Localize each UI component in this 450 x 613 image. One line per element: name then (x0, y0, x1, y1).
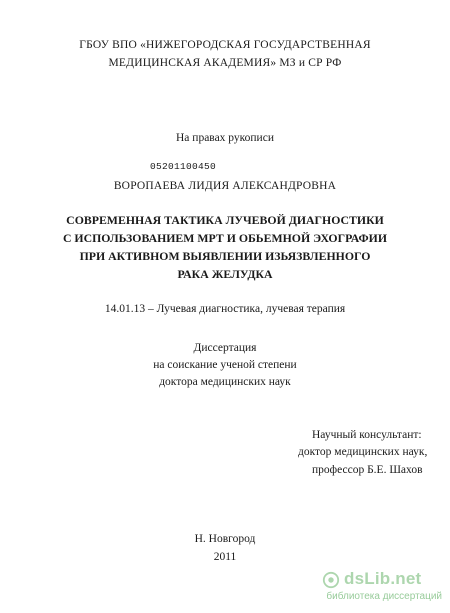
title-line-3: ПРИ АКТИВНОМ ВЫЯВЛЕНИИ ИЗЬЯЗВЛЕННОГО (79, 249, 371, 263)
institution-line-1: ГБОУ ВПО «НИЖЕГОРОДСКАЯ ГОСУДАРСТВЕННАЯ (79, 39, 371, 51)
specialty: 14.01.13 – Лучевая диагностика, лучевая терапия (104, 303, 346, 315)
rights-note: На правах рукописи (176, 132, 274, 144)
watermark-logo-icon (322, 571, 340, 589)
registration-number: 05201100450 (150, 161, 217, 172)
dissertation-line-1: Диссертация (193, 342, 257, 354)
institution-line-2: МЕДИЦИНСКАЯ АКАДЕМИЯ» МЗ и СР РФ (108, 57, 342, 69)
dissertation-line-3: доктора медицинских наук (159, 376, 291, 388)
consultant-line-1: Научный консультант: (312, 429, 422, 441)
watermark-brand: dsLib.net (344, 569, 422, 588)
consultant-line-2: доктор медицинских наук, (298, 446, 428, 458)
consultant-line-3: профессор Б.Е. Шахов (312, 464, 423, 476)
title-line-2: С ИСПОЛЬЗОВАНИЕМ МРТ И ОБЬЕМНОЙ ЭХОГРАФИИ (62, 231, 388, 245)
dissertation-line-2: на соискание ученой степени (153, 359, 297, 371)
year: 2011 (213, 551, 237, 563)
author-name: ВОРОПАЕВА ЛИДИЯ АЛЕКСАНДРОВНА (113, 180, 337, 192)
title-line-4: РАКА ЖЕЛУДКА (177, 267, 273, 281)
watermark (322, 569, 442, 605)
title-line-1: СОВРЕМЕННАЯ ТАКТИКА ЛУЧЕВОЙ ДИАГНОСТИКИ (66, 213, 384, 227)
city: Н. Новгород (194, 533, 256, 545)
watermark-subtitle: библиотека диссертаций (326, 591, 442, 602)
